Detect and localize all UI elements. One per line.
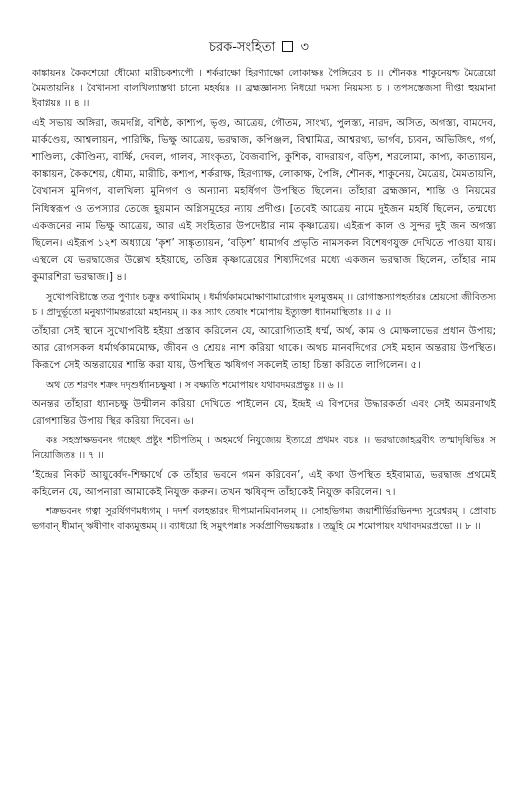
page-body xyxy=(32,66,496,537)
header-title: চরক-সংহিতা xyxy=(209,40,276,55)
bengali-translation-5: তাঁহারা সেই স্থানে সুখোপবিষ্ট হইয়া প্রস্তাব করিলেন যে, আরোগ্যিতাই ধর্ম্ম, অর্থ, কাম ও মোক্ষলাভের প্রধান উপায়; আর রোগসকল ধর্মার্থকামমোক্ষ, জীবন ও শ্রেয়ঃ নাশ করিয়া থাকে। অথচ মানবদিগের সেই মহান অন্তরায় উপস্থিত। কিরূপে সেই অন্তরায়ের শান্তি করা যায়, উপস্থিত ঋষিগণ সকলেই তাহা চিন্তা করিতে লাগিলেন। ৫। xyxy=(32,326,496,372)
running-header xyxy=(0,38,518,59)
bengali-translation-7: ‘ইন্দ্রের নিকট আয়ুর্ব্বেদ-শিক্ষার্থে কে তাঁহার ভবনে গমন করিবেন’, এই কথা উপস্থিত হইবামাত্র, ভরদ্বাজ প্রথমেই কহিলেন যে, আপনারা আমাকেই নিযুক্ত করুন। তখন ঋষিবৃন্দ তাঁহাকেই নিযুক্ত করিলেন। ৭। xyxy=(32,469,496,498)
page-number: ৩ xyxy=(300,40,309,55)
sanskrit-verse-8: শক্রভবনং গত্বা সুরর্ষিগণমধ্যগম্ । দদর্শ বলহন্তারং দীপ্যমানমিবানলম্ ।। সোহভিগম্য জয়াশীর্ভিরভিনন্দ্য সুরেশ্বরম্ । প্রোবাচ ভগবান্ ধীমান্ ঋষীণাং বাক্যমুত্তমম্ ।। ব্যাধয়ো হি সমুৎপন্নাঃ সর্ব্বপ্রাণিভয়ঙ্করাঃ । তদ্ব্রূহি মে শমোপায়ং যথাবদমরপ্রভো ।। ৮ ।। xyxy=(32,506,496,533)
bengali-translation-4: এই সভায় অঙ্গিরা, জমদগ্নি, বশিষ্ঠ, কাশ্যপ, ভৃগু, আত্রেয়, গৌতম, সাংখ্য, পুলস্ত্য, নারদ, অসিত, অগস্ত্য, বামদেব, মার্কণ্ডেয়, আশ্বলায়ন, পারিক্ষি, ভিক্ষু আত্রেয়, ভরদ্বাজ, কপিঞ্জল, বিশ্বামিত্র, আশ্বরথ্য, ভার্গব, চ্যবন, অভিজিৎ, গর্গ, শাণ্ডিল্য, কৌণ্ডিন্য, বার্ক্ষি, দেবল, গালব, সাংকৃত্য, বৈজবাপি, কুশিক, বাদরায়ণ, বড়িশ, শরলোমা, কাপ্য, কাত্যায়ন, কাঙ্কায়ন, কৈকশেয়, ধৌম্য, মারীচি, কশ্যপ, শর্করাক্ষ, হিরণ্যাক্ষ, লোকাক্ষ, পৈঙ্গি, শৌনক, শাকুনেয়, মৈত্রেয়, মৈমতায়নি, বৈখানস মুনিগণ, বালখিল্য মুনিগণ ও অন্যান্য মহর্ষিগণ উপস্থিত ছিলেন। তাঁহারা ব্রহ্মজ্ঞান, শান্তি ও নিয়মের নিধিস্বরূপ ও তপস্যার তেজে হূয়মান অগ্নিসমূহের ন্যায় প্রদীপ্ত। [তবেই আত্রেয় নামে দুইজন মহর্ষি ছিলেন, তন্মধ্যে একজনের নাম ভিক্ষু আত্রেয়, আর এই সংহিতার উপদেষ্টার নাম কৃষ্ণাত্রেয়। এইরূপ কাল ও সুন্দর দুই জন অগস্ত্য ছিলেন। এইরূপ ১২শ অধ্যায়ে ‘কৃশ’ সাঙ্কৃত্যায়ন, ‘বড়িশ’ ধামার্গব প্রভৃতি নামসকল বিশেষণযুক্ত দেখিতে পাওয়া যায়। এস্থলে যে ভরদ্বাজের উল্লেখ হইয়াছে, তত্তিন্ন কৃষ্ণাত্রেয়ের শিষ্যদিগের মধ্যে একজন ভরদ্বাজ ছিলেন, তাঁহার নাম কুমারশিরা ভরদ্বাজ।] ৪। xyxy=(32,117,496,284)
sanskrit-verse-7: কঃ সহস্রাক্ষভবনং গচ্ছেৎ প্রষ্টুং শচীপতিম্ । অহমর্থে নিযুজ্যেয় ইত্যগ্রে প্রথমং বচঃ ।। ভরদ্বাজোহব্রবীৎ তস্মাদৃষিভিঃ স নিয়োজিতঃ ।। ৭ ।। xyxy=(32,435,496,462)
square-ornament-icon xyxy=(282,41,293,52)
sanskrit-verse-6: অথ তে শরণং শক্রং দদৃশুর্ধ্যানচক্ষুষা । স বক্ষ্যতি শমোপায়ং যথাবদমরপ্রভুঃ ।। ৬ ।। xyxy=(46,379,344,391)
sanskrit-verse-5: সুখোপবিষ্টাস্তে তত্র পুণ্যাং চক্রুঃ কথামিমাম্ । ধর্মার্থকামমোক্ষাণামারোগ্যং মূলমুত্তমম্ ।। রোগাস্তস্যাপহর্তারঃ শ্রেয়সো জীবিতস্য চ । প্রাদুর্ভূতো মনুষ্যাণামন্তরায়ো মহানয়ম্ ।। কঃ স্যাৎ তেষাং শমোপায় ইত্যুক্তা ধ্যানমাস্থিতাঃ ।। ৫ ।। xyxy=(32,291,496,318)
bengali-translation-6: অনন্তর তাঁহারা ধ্যানচক্ষু উন্মীলন করিয়া দেখিতে পাইলেন যে, ইন্দ্রই এ বিপদের উদ্ধারকর্তা এবং সেই অমরনাথই রোগশান্তির উপায় স্থির করিয়া দিবেন। ৬। xyxy=(32,398,496,428)
sanskrit-verse-4: কাঙ্কায়নঃ কৈকশেয়ো ধৌম্যো মারীচকশ্যপৌ । শর্করাক্ষো হিরণ্যাক্ষো লোকাক্ষঃ পৈঙ্গিরেব চ ।। শৌনকঃ শাকুনেয়শ্চ মৈত্রেয়ো মৈমতায়নিঃ । বৈখানসা বালখিল্যাস্তথা চান্যে মহর্ষয়ঃ ।। ব্রহ্মজ্ঞানস্য নিধয়ো দমস্য নিয়মস্য চ । তপসস্তেজসা দীপ্তা হুয়মানা ইবাগ্নয়ঃ ।। ৪ ।। xyxy=(32,68,496,110)
